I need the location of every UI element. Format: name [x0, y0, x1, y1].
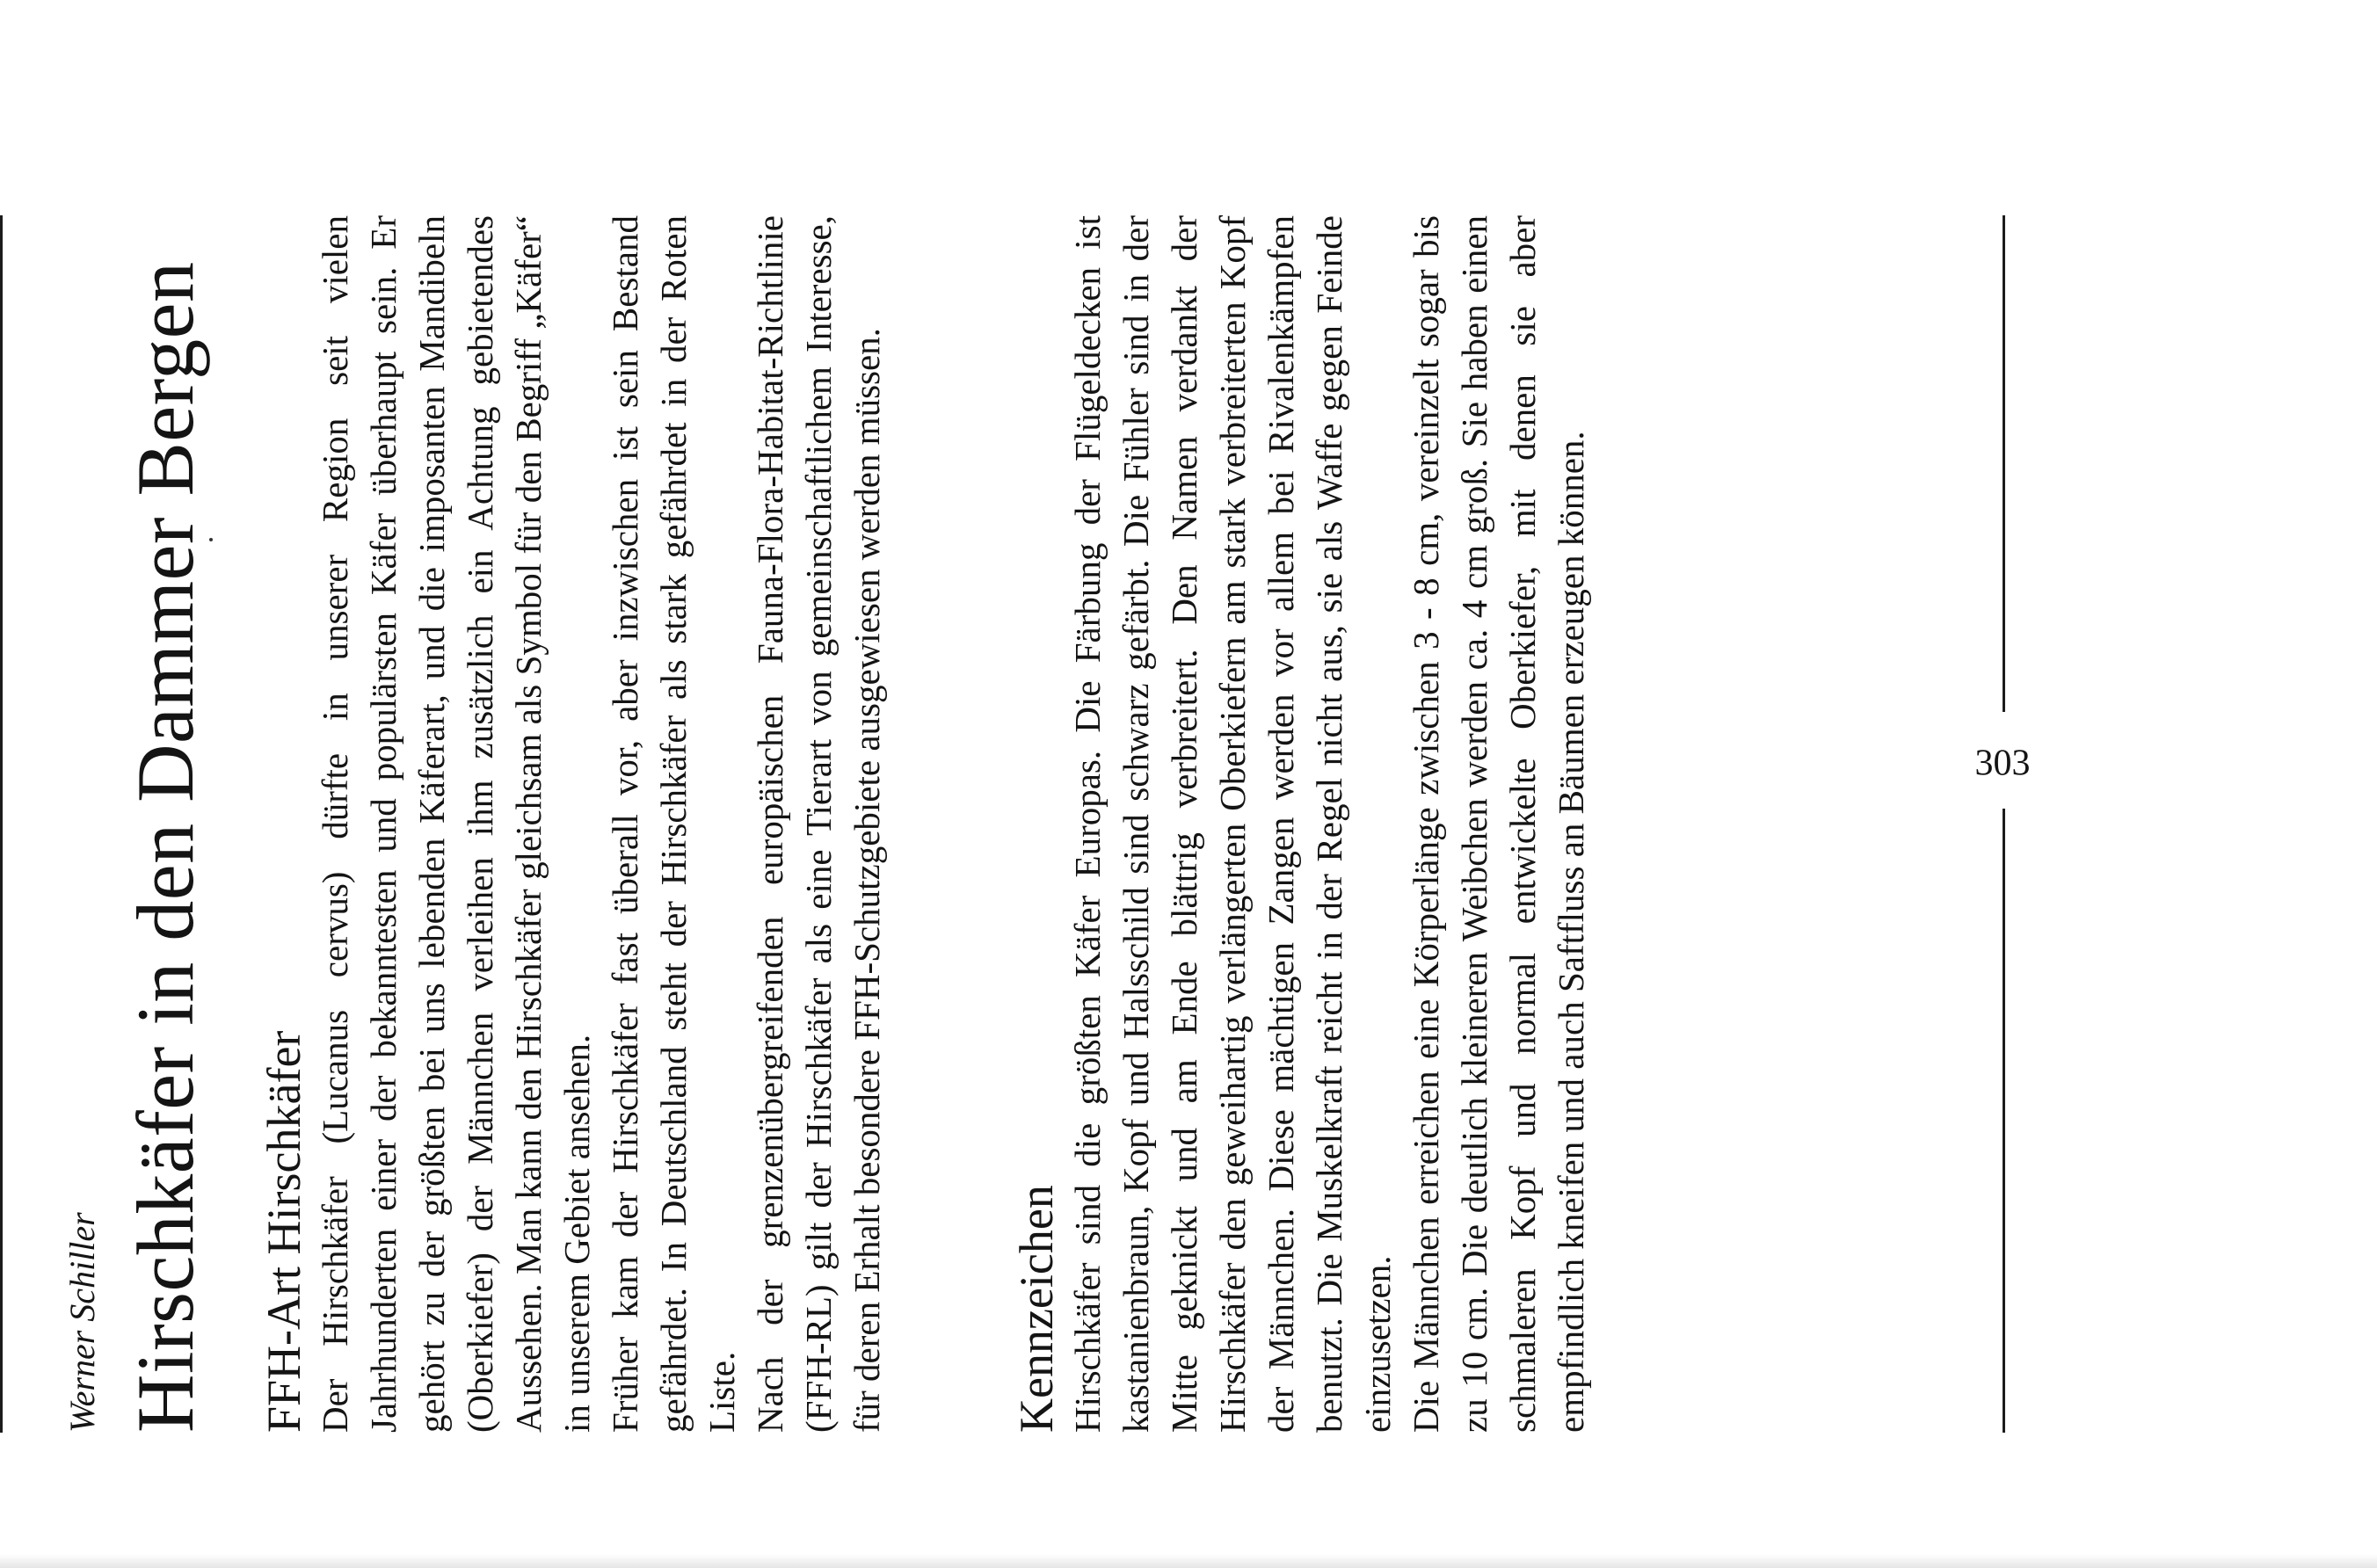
rotated-page — [0, 167, 2039, 1433]
left-column — [0, 215, 2039, 1433]
footer-rule-left — [2003, 809, 2005, 1433]
paragraph: Die Männchen erreichen eine Körperlänge zwischen 3 - 8 cm, vereinzelt sogar bis zu 10 cm. Die deutlich kleineren Weibchen werden ca. 4 cm groß. Sie haben einen schmaleren Kopf und normal entwickelte Oberkiefer, mit denen sie aber empfindlich kneifen und auch Saftfluss an Bäumen erzeugen können. — [1406, 215, 1591, 1433]
section-kennzeichen — [1009, 215, 1596, 1433]
paragraph: Der Hirschkäfer (Lucanus cervus) dürfte in unserer Region seit vielen Jahrhunderten einer der bekanntesten und populärsten Käfer überhaupt sein. Er gehört zu der größten bei uns lebenden Käferart, und die imposanten Mandibeln (Oberkiefer) der Männchen verleihen ihm zusätzlich ein Achtung gebietendes Aussehen. Man kann den Hirschkäfer gleichsam als Symbol für den Begriff „Käfer“ in unserem Gebiet ansehen. — [315, 215, 597, 1433]
page-number: 303 — [1974, 743, 2031, 784]
paragraph: Nach der grenzenübergreifenden europäischen Fauna-Flora-Habitat-Richtlinie (FFH-RL) gilt der Hirschkäfer als eine Tierart von gemeinschaftlichem Interesse, für deren Erhalt besondere FFH-Schutzgebiete ausgewiesen werden müssen. — [750, 215, 887, 1433]
section-heading: Kennzeichen — [1010, 1185, 1063, 1433]
paragraph: Früher kam der Hirschkäfer fast überall vor, aber inzwischen ist sein Bestand gefährdet. In Deutschland steht der Hirschkäfer als stark gefährdet in der Roten Liste. — [605, 215, 742, 1433]
paragraph: Hirschkäfer sind die größten Käfer Europas. Die Färbung der Flügeldecken ist kastanienbraun, Kopf und Halsschild sind schwarz gefärbt. Die Fühler sind in der Mitte geknickt und am Ende blättrig verbreitert. Den Namen verdankt der Hirschkäfer den geweihartig verlängerten Oberkiefern am stark verbreiterten Kopf der Männchen. Diese mächtigen Zangen werden vor allem bei Rivalenkämpfen benutzt. Die Muskelkraft reicht in der Regel nicht aus, sie als Waffe gegen Feinde einzusetzen. — [1067, 215, 1398, 1433]
footer-rule-right — [2003, 215, 2005, 712]
article-title: Hirschkäfer in den Dammer Bergen — [120, 261, 210, 1433]
scan-edge-shadow — [0, 1554, 2377, 1568]
section-ffh — [257, 215, 891, 1433]
section-heading: FFH-Art Hirschkäfer — [258, 1030, 310, 1433]
author-name: Werner Schiller — [62, 1212, 102, 1433]
